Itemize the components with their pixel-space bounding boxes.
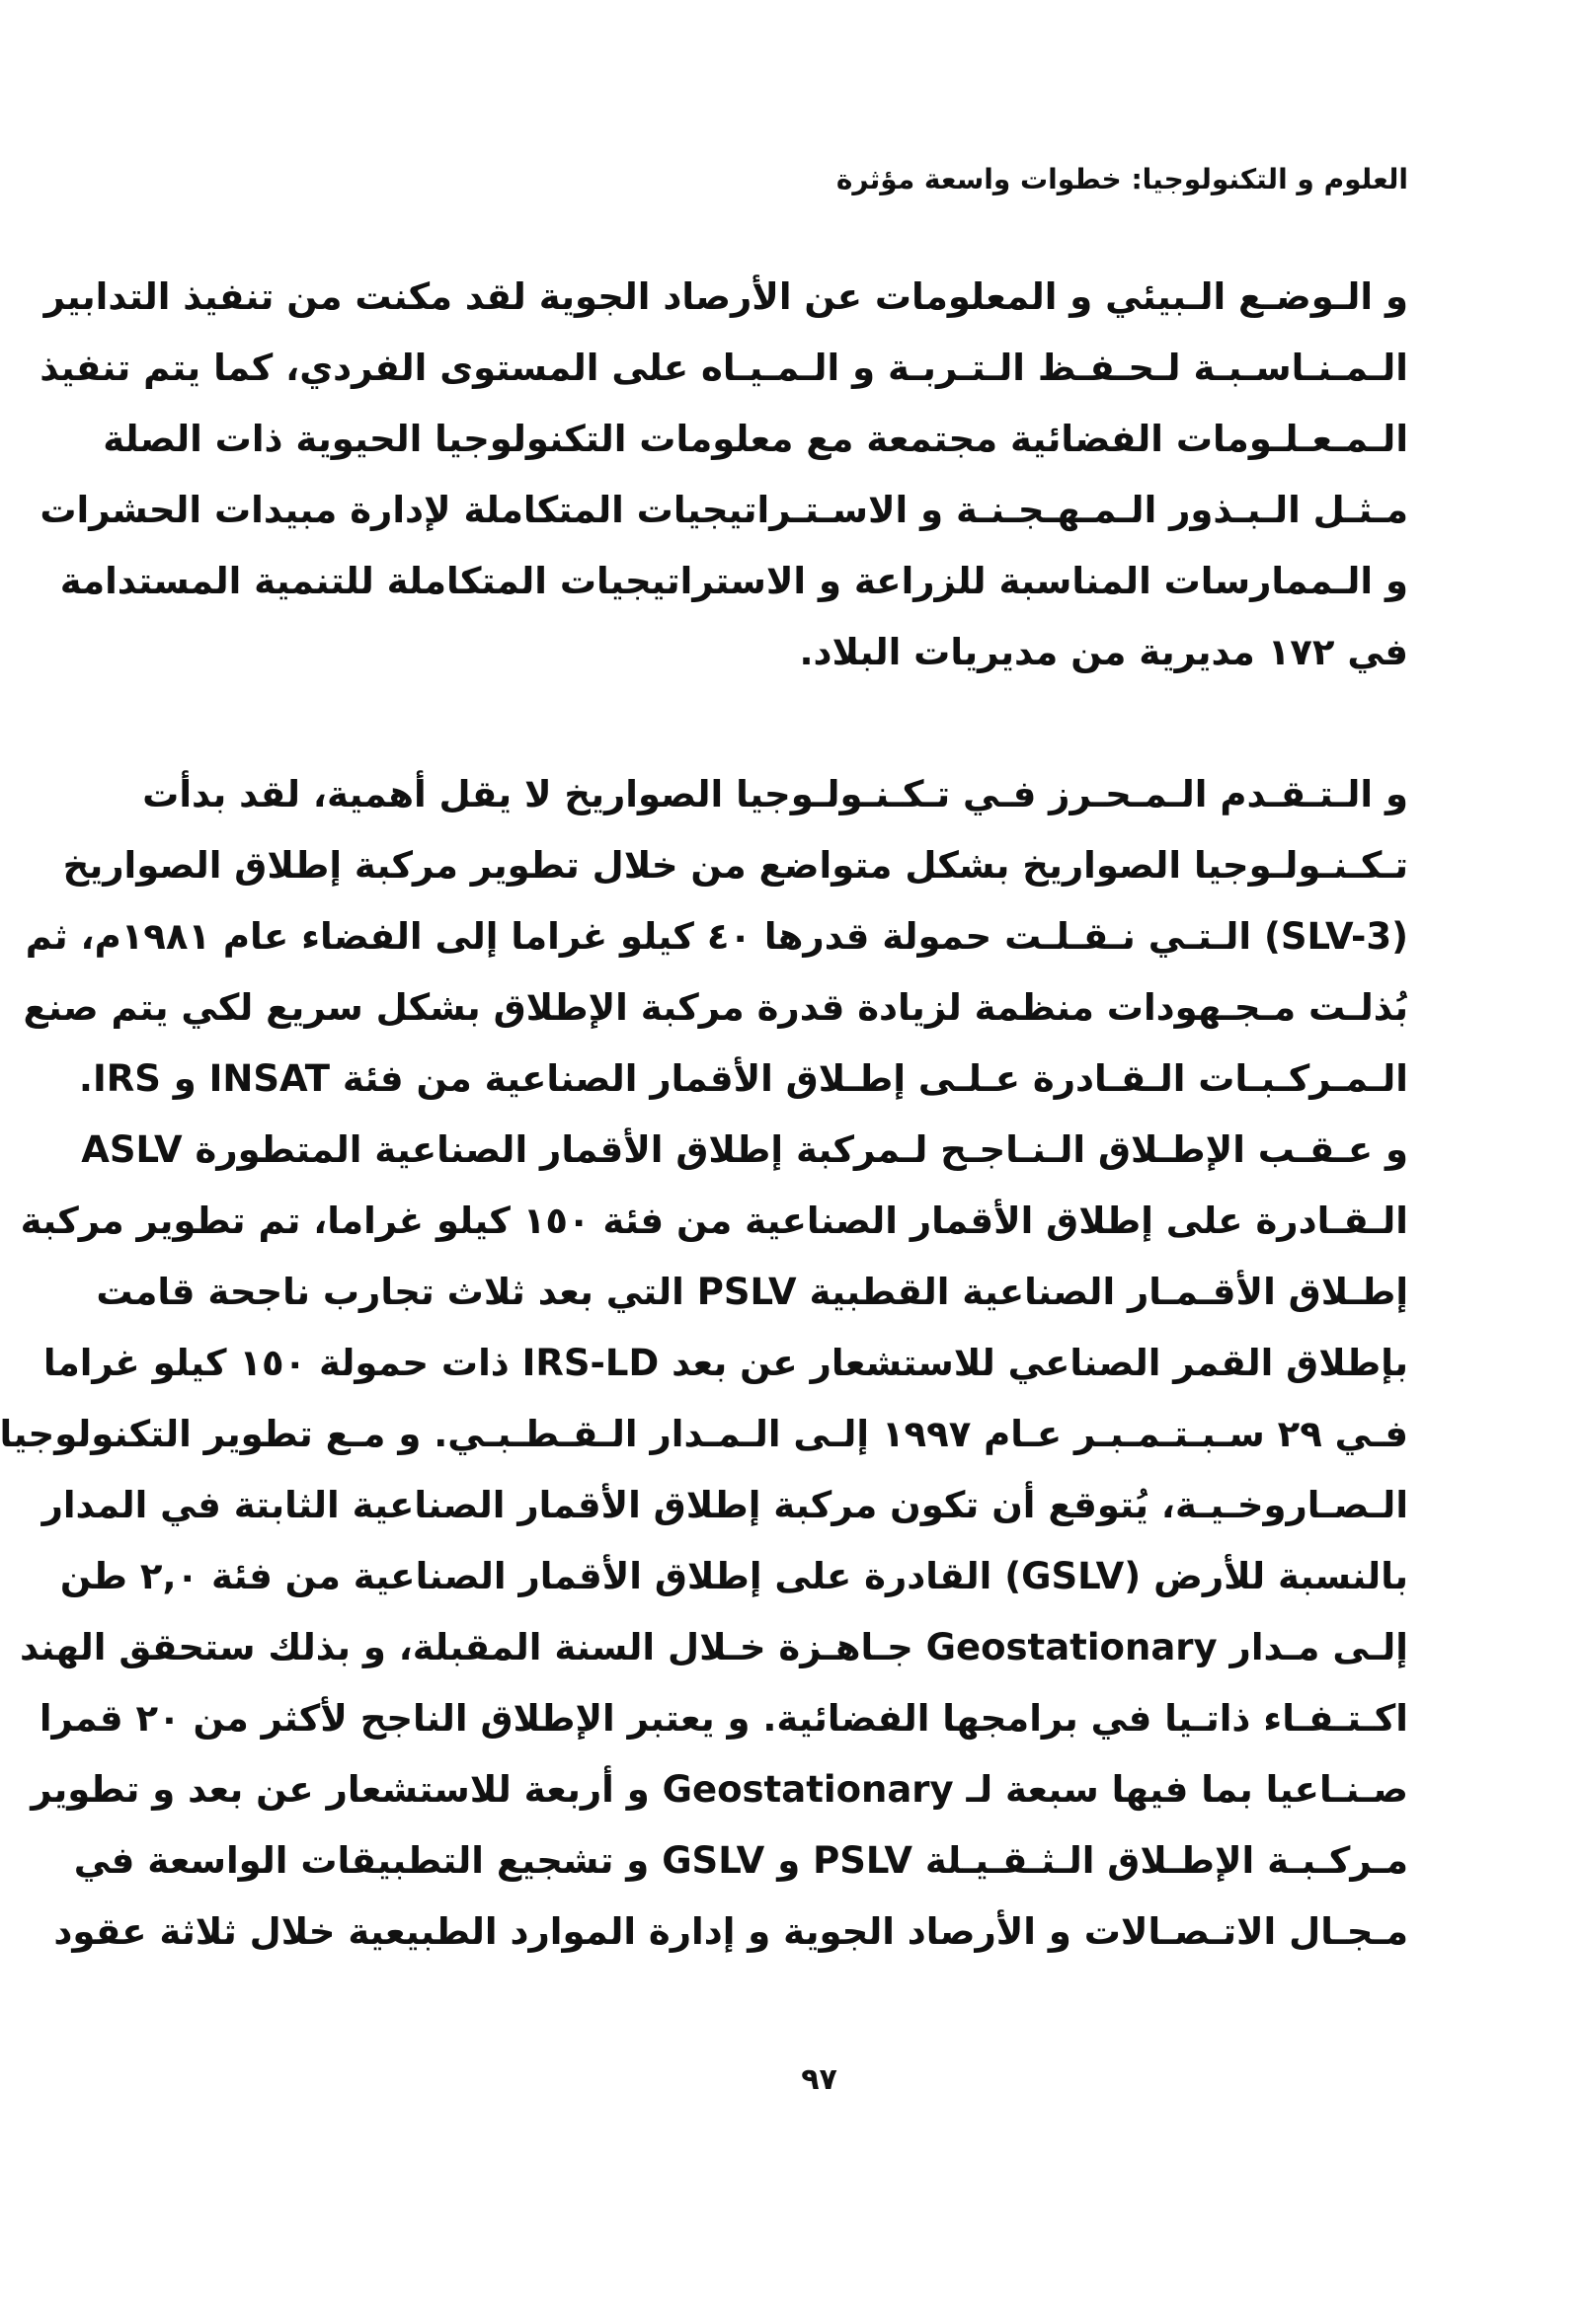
paragraph-line: و الـتـقـدم الـمـحـرز فـي تـكـنـولـوجيا الصواريخ لا يقل أهمية، لقد بدأت bbox=[142, 773, 1408, 815]
paragraph-line: و الـممارسات المناسبة للزراعة و الاستراتيجيات المتكاملة للتنمية المستدامة bbox=[59, 560, 1408, 602]
paragraph-line: الـصـاروخـيـة، يُتوقع أن تكون مركبة إطلاق الأقمار الصناعية الثابتة في المدار bbox=[41, 1484, 1408, 1526]
paragraph-line: إطـلاق الأقـمـار الصناعية القطبية PSLV التي بعد ثلاث تجارب ناجحة قامت bbox=[96, 1271, 1408, 1313]
paragraph-line: مـثـل الـبـذور الـمـهـجـنـة و الاسـتـراتيجيات المتكاملة لإدارة مبيدات الحشرات bbox=[40, 489, 1408, 531]
paragraph-line: صـنـاعيا بما فيها سبعة لـ Geostationary و أربعة للاستشعار عن بعد و تطوير bbox=[31, 1768, 1408, 1811]
paragraph-line: بإطلاق القمر الصناعي للاستشعار عن بعد IRS-LD ذات حمولة ١٥٠ كيلو غراما bbox=[42, 1342, 1408, 1384]
paragraph-line: و الـوضـع الـبيئي و المعلومات عن الأرصاد الجوية لقد مكنت من تنفيذ التدابير bbox=[43, 275, 1408, 318]
paragraph-line: تـكـنـولـوجيا الصواريخ بشكل متواضع من خلال تطوير مركبة إطلاق الصواريخ bbox=[62, 844, 1408, 887]
paragraph-line: مـجـال الاتـصـالات و الأرصاد الجوية و إدارة الموارد الطبيعية خلال ثلاثة عقود bbox=[53, 1910, 1408, 1953]
paragraph-line: بُذلـت مـجـهودات منظمة لزيادة قدرة مركبة الإطلاق بشكل سريع لكي يتم صنع bbox=[23, 986, 1408, 1029]
paragraph-line: الـمـعـلـومات الفضائية مجتمعة مع معلومات التكنولوجيا الحيوية ذات الصلة bbox=[103, 418, 1408, 460]
paragraph-line: الـمـركـبـات الـقـادرة عـلـى إطـلاق الأقمار الصناعية من فئة INSAT و IRS. bbox=[78, 1057, 1408, 1100]
paragraph-1 bbox=[40, 262, 1408, 688]
paragraph-line: بالنسبة للأرض (GSLV) القادرة على إطلاق الأقمار الصناعية من فئة ٢,٠ طن bbox=[59, 1555, 1408, 1597]
paragraph-line: و عـقـب الإطـلاق الـنـاجـح لـمركبة إطلاق الأقمار الصناعية المتطورة ASLV bbox=[81, 1128, 1408, 1171]
paragraph-line: الـقـادرة على إطلاق الأقمار الصناعية من فئة ١٥٠ كيلو غراما، تم تطوير مركبة bbox=[20, 1200, 1408, 1242]
paragraph-line: إلـى مـدار Geostationary جـاهـزة خـلال السنة المقبلة، و بذلك ستحقق الهند bbox=[19, 1626, 1408, 1668]
paragraph-2 bbox=[0, 759, 1408, 1968]
paragraph-line: اكـتـفـاء ذاتـيا في برامجها الفضائية. و يعتبر الإطلاق الناجح لأكثر من ٢٠ قمرا bbox=[39, 1697, 1408, 1740]
paragraph-line: مـركـبـة الإطـلاق الـثـقـيـلة PSLV و GSLV و تشجيع التطبيقات الواسعة في bbox=[73, 1839, 1408, 1882]
page-number: ٩٧ bbox=[801, 2062, 837, 2097]
paragraph-line: في ١٧٢ مديرية من مديريات البلاد. bbox=[799, 631, 1408, 673]
paragraph-line: فـي ٢٩ سـبـتـمـبـر عـام ١٩٩٧ إلـى الـمـدار الـقـطـبـي. و مـع تطوير التكنولوجيا bbox=[0, 1413, 1408, 1455]
paragraph-line: (SLV-3) الـتـي نـقـلـت حمولة قدرها ٤٠ كيلو غراما إلى الفضاء عام ١٩٨١م، ثم bbox=[25, 915, 1408, 958]
paragraph-line: الـمـنـاسـبـة لـحـفـظ الـتـربـة و الـمـيـاه على المستوى الفردي، كما يتم تنفيذ bbox=[40, 347, 1408, 389]
body-text bbox=[0, 262, 1408, 1968]
running-header: العلوم و التكنولوجيا: خطوات واسعة مؤثرة bbox=[835, 163, 1408, 195]
